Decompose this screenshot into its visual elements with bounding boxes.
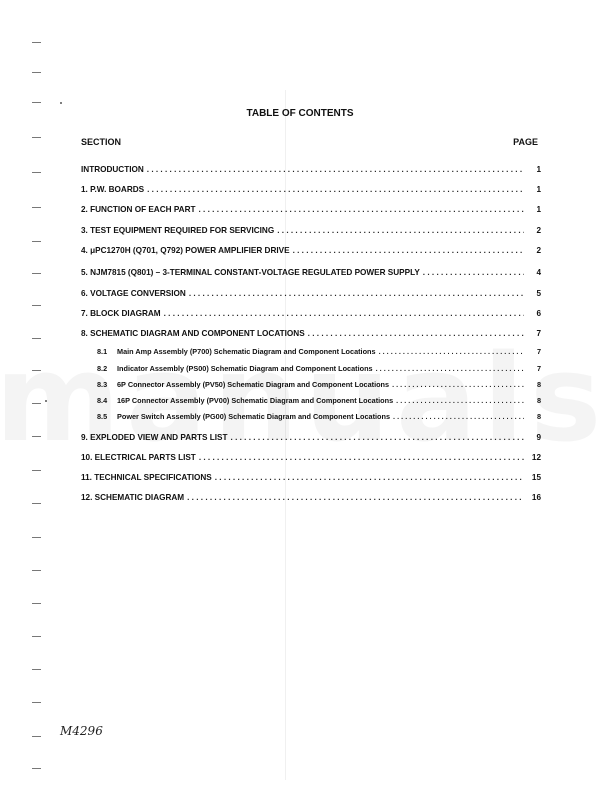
toc-entry-label: μPC1270H (Q701, Q792) POWER AMPLIFIER DRIVE — [90, 245, 290, 255]
toc-entry-page: 1 — [536, 164, 541, 174]
toc-entry-page: 5 — [536, 288, 541, 298]
binding-mark — [32, 42, 41, 43]
binding-mark — [32, 273, 41, 274]
leader-dots — [379, 348, 524, 355]
toc-entry — [81, 468, 541, 482]
toc-entry-page: 7 — [536, 328, 541, 338]
toc-subentry-page: 7 — [536, 363, 541, 373]
toc-entry-label: FUNCTION OF EACH PART — [90, 204, 196, 214]
leader-dots — [392, 381, 524, 388]
toc-entry-number: 12. — [81, 492, 93, 502]
toc-entry — [81, 180, 541, 194]
scan-speck — [45, 400, 47, 402]
toc-subentry-page: 8 — [536, 411, 541, 421]
toc-subentry-number: 8.4 — [97, 395, 108, 405]
toc-entry-label: SCHEMATIC DIAGRAM AND COMPONENT LOCATIONS — [90, 328, 305, 338]
binding-mark — [32, 72, 41, 73]
binding-mark — [32, 370, 41, 371]
toc-entry-number: 1. — [81, 184, 88, 194]
binding-mark — [32, 537, 41, 538]
page-title: TABLE OF CONTENTS — [246, 108, 354, 119]
leader-dots — [147, 166, 524, 174]
binding-mark — [32, 102, 41, 103]
binding-mark — [32, 470, 41, 471]
toc-entry-page: 2 — [536, 225, 541, 235]
binding-mark — [32, 241, 41, 242]
binding-mark — [32, 503, 41, 504]
toc-entry — [81, 428, 541, 442]
toc-entry-page: 1 — [536, 184, 541, 194]
binding-mark — [32, 207, 41, 208]
toc-subentry-number: 8.3 — [97, 379, 108, 389]
toc-entry — [81, 324, 541, 338]
toc-entry-label: VOLTAGE CONVERSION — [90, 288, 186, 298]
toc-subentry — [97, 406, 541, 420]
toc-subentry-number: 8.5 — [97, 411, 108, 421]
toc-subentry — [97, 358, 541, 372]
leader-dots — [147, 186, 524, 194]
toc-entry-label: P.W. BOARDS — [90, 184, 145, 194]
toc-entry-number: 10. — [81, 452, 93, 462]
leader-dots — [199, 206, 525, 214]
toc-entry-label: TEST EQUIPMENT REQUIRED FOR SERVICING — [90, 225, 275, 235]
toc-entry-label: EXPLODED VIEW AND PARTS LIST — [90, 432, 228, 442]
toc-entry-label: TECHNICAL SPECIFICATIONS — [94, 472, 212, 482]
leader-dots — [376, 365, 524, 372]
binding-mark — [32, 636, 41, 637]
leader-dots — [231, 434, 524, 442]
leader-dots — [215, 474, 524, 482]
toc-subentry — [97, 390, 541, 404]
toc-entry-label: INTRODUCTION — [81, 164, 144, 174]
toc-subentry-number: 8.1 — [97, 346, 108, 356]
binding-mark — [32, 436, 41, 437]
toc-subentry-label: 16P Connector Assembly (PV00) Schematic Diagram and Component Locations — [117, 395, 394, 405]
toc-entry-page: 2 — [536, 245, 541, 255]
toc-entry-number: 11. — [81, 472, 92, 482]
leader-dots — [187, 494, 524, 502]
toc-entry-number: 9. — [81, 432, 88, 442]
leader-dots — [393, 413, 524, 420]
leader-dots — [189, 290, 524, 298]
toc-subentry-page: 8 — [536, 379, 541, 389]
leader-dots — [293, 247, 524, 255]
toc-subentry-label: Main Amp Assembly (P700) Schematic Diagram and Component Locations — [117, 346, 376, 356]
handwritten-note: M4296 — [60, 724, 103, 738]
toc-entry-number: 5. — [81, 267, 88, 277]
toc-entry-page: 6 — [536, 308, 541, 318]
toc-entry-label: SCHEMATIC DIAGRAM — [94, 492, 185, 502]
toc-entry — [81, 221, 541, 235]
toc-subentry-page: 8 — [536, 395, 541, 405]
binding-mark — [32, 702, 41, 703]
toc-entry — [81, 263, 541, 277]
binding-mark — [32, 768, 41, 769]
binding-mark — [32, 137, 41, 138]
binding-mark — [32, 603, 41, 604]
toc-entry — [81, 488, 541, 502]
toc-subentry — [97, 341, 541, 355]
toc-entry — [81, 284, 541, 298]
page-column-header: PAGE — [513, 137, 538, 147]
toc-entry — [81, 160, 541, 174]
section-column-header: SECTION — [81, 137, 122, 147]
toc-subentry-label: Power Switch Assembly (PG00) Schematic Diagram and Component Locations — [117, 411, 391, 421]
toc-entry — [81, 241, 541, 255]
leader-dots — [164, 310, 524, 318]
toc-entry-page: 16 — [531, 492, 541, 502]
toc-entry-label: ELECTRICAL PARTS LIST — [94, 452, 196, 462]
leader-dots — [277, 227, 524, 235]
scan-speck — [60, 102, 62, 104]
toc-entry-page: 9 — [536, 432, 541, 442]
binding-mark — [32, 403, 41, 404]
toc-entry-label: BLOCK DIAGRAM — [90, 308, 161, 318]
toc-subentry — [97, 374, 541, 388]
leader-dots — [423, 269, 524, 277]
toc-entry-number: 7. — [81, 308, 88, 318]
toc-entry-page: 4 — [536, 267, 541, 277]
toc-entry-number: 3. — [81, 225, 88, 235]
toc-entry-page: 1 — [536, 204, 541, 214]
toc-subentry-number: 8.2 — [97, 363, 108, 373]
binding-mark — [32, 172, 41, 173]
toc-entry-page: 12 — [531, 452, 541, 462]
binding-mark — [32, 669, 41, 670]
toc-entry-number: 4. — [81, 245, 88, 255]
toc-subentry-page: 7 — [536, 346, 541, 356]
binding-mark — [32, 338, 41, 339]
binding-mark — [32, 736, 41, 737]
toc-entry-page: 15 — [531, 472, 541, 482]
toc-subentry-label: 6P Connector Assembly (PV50) Schematic Diagram and Component Locations — [117, 379, 390, 389]
toc-entry-label: NJM7815 (Q801) – 3-TERMINAL CONSTANT-VOLTAGE REGULATED POWER SUPPLY — [90, 267, 420, 277]
toc-entry — [81, 200, 541, 214]
toc-entry — [81, 304, 541, 318]
binding-mark — [32, 305, 41, 306]
leader-dots — [199, 454, 524, 462]
toc-entry-number: 8. — [81, 328, 88, 338]
toc-entry-number: 2. — [81, 204, 88, 214]
binding-mark — [32, 570, 41, 571]
leader-dots — [396, 397, 524, 404]
toc-entry-number: 6. — [81, 288, 88, 298]
leader-dots — [308, 330, 524, 338]
toc-entry — [81, 448, 541, 462]
toc-subentry-label: Indicator Assembly (PS00) Schematic Diagram and Component Locations — [117, 363, 373, 373]
